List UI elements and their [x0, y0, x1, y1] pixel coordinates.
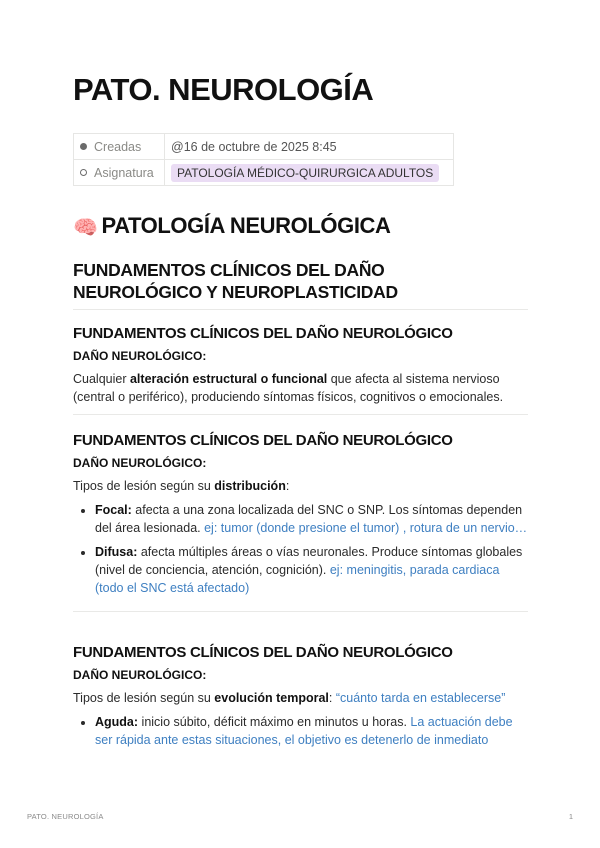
bullet-list: [73, 713, 528, 749]
property-row-created: [74, 134, 454, 160]
property-row-subject: [74, 160, 454, 186]
paragraph: Tipos de lesión según su evolución temporal: “cuánto tarda en establecerse”: [73, 691, 506, 705]
page-number: 1: [568, 812, 573, 821]
page-title: PATO. NEUROLOGÍA: [73, 72, 374, 107]
paragraph: Cualquier alteración estructural o funcional que afecta al sistema nervioso (central o periférico), produciendo síntomas físicos, cognitivos o emocionales.: [73, 372, 504, 404]
subject-tag[interactable]: PATOLOGÍA MÉDICO-QUIRURGICA ADULTOS: [171, 164, 439, 182]
properties-table: [73, 133, 454, 186]
brain-icon: 🧠: [73, 217, 98, 239]
heading-fundamentos: FUNDAMENTOS CLÍNICOS DEL DAÑO NEUROLÓGICO Y NEUROPLASTICIDAD: [73, 259, 528, 310]
list-item: • Focal: afecta a una zona localizada del SNC o SNP. Los síntomas dependen del área lesionada. ej: tumor (donde presione el tumor) , rotura de un nervio…: [95, 501, 528, 537]
list-item: • Aguda: inicio súbito, déficit máximo en minutos u horas. La actuación debe ser rápida ante estas situaciones, el objetivo es detenerlo de inmediato: [95, 713, 528, 749]
heading-patologia-neurologica: 🧠 PATOLOGÍA NEUROLÓGICA: [73, 213, 391, 239]
section-dano-distribucion: [73, 431, 528, 612]
section-title: FUNDAMENTOS CLÍNICOS DEL DAÑO NEUROLÓGICO: [73, 432, 453, 449]
section-subtitle: DAÑO NEUROLÓGICO:: [73, 668, 207, 682]
section-dano-evolucion: [73, 643, 528, 755]
clock-icon: [80, 143, 87, 150]
bullet-list: [73, 501, 528, 597]
section-subtitle: DAÑO NEUROLÓGICO:: [73, 349, 207, 363]
property-key: Creadas: [74, 134, 165, 160]
subject-value[interactable]: [165, 160, 454, 186]
section-title: FUNDAMENTOS CLÍNICOS DEL DAÑO NEUROLÓGICO: [73, 644, 453, 661]
section-dano-definicion: [73, 324, 528, 415]
property-key: Asignatura: [74, 160, 165, 186]
list-item: • Difusa: afecta múltiples áreas o vías neuronales. Produce síntomas globales (nivel de conciencia, atención, cognición). ej: meningitis, parada cardiaca (todo el SNC está afectado): [95, 543, 528, 597]
select-icon: [80, 169, 87, 176]
footer-title: PATO. NEUROLOGÍA: [27, 812, 104, 821]
paragraph: Tipos de lesión según su distribución:: [73, 479, 290, 493]
created-date[interactable]: @16 de octubre de 2025 8:45: [165, 134, 454, 160]
section-title: FUNDAMENTOS CLÍNICOS DEL DAÑO NEUROLÓGICO: [73, 325, 453, 342]
section-subtitle: DAÑO NEUROLÓGICO:: [73, 456, 207, 470]
